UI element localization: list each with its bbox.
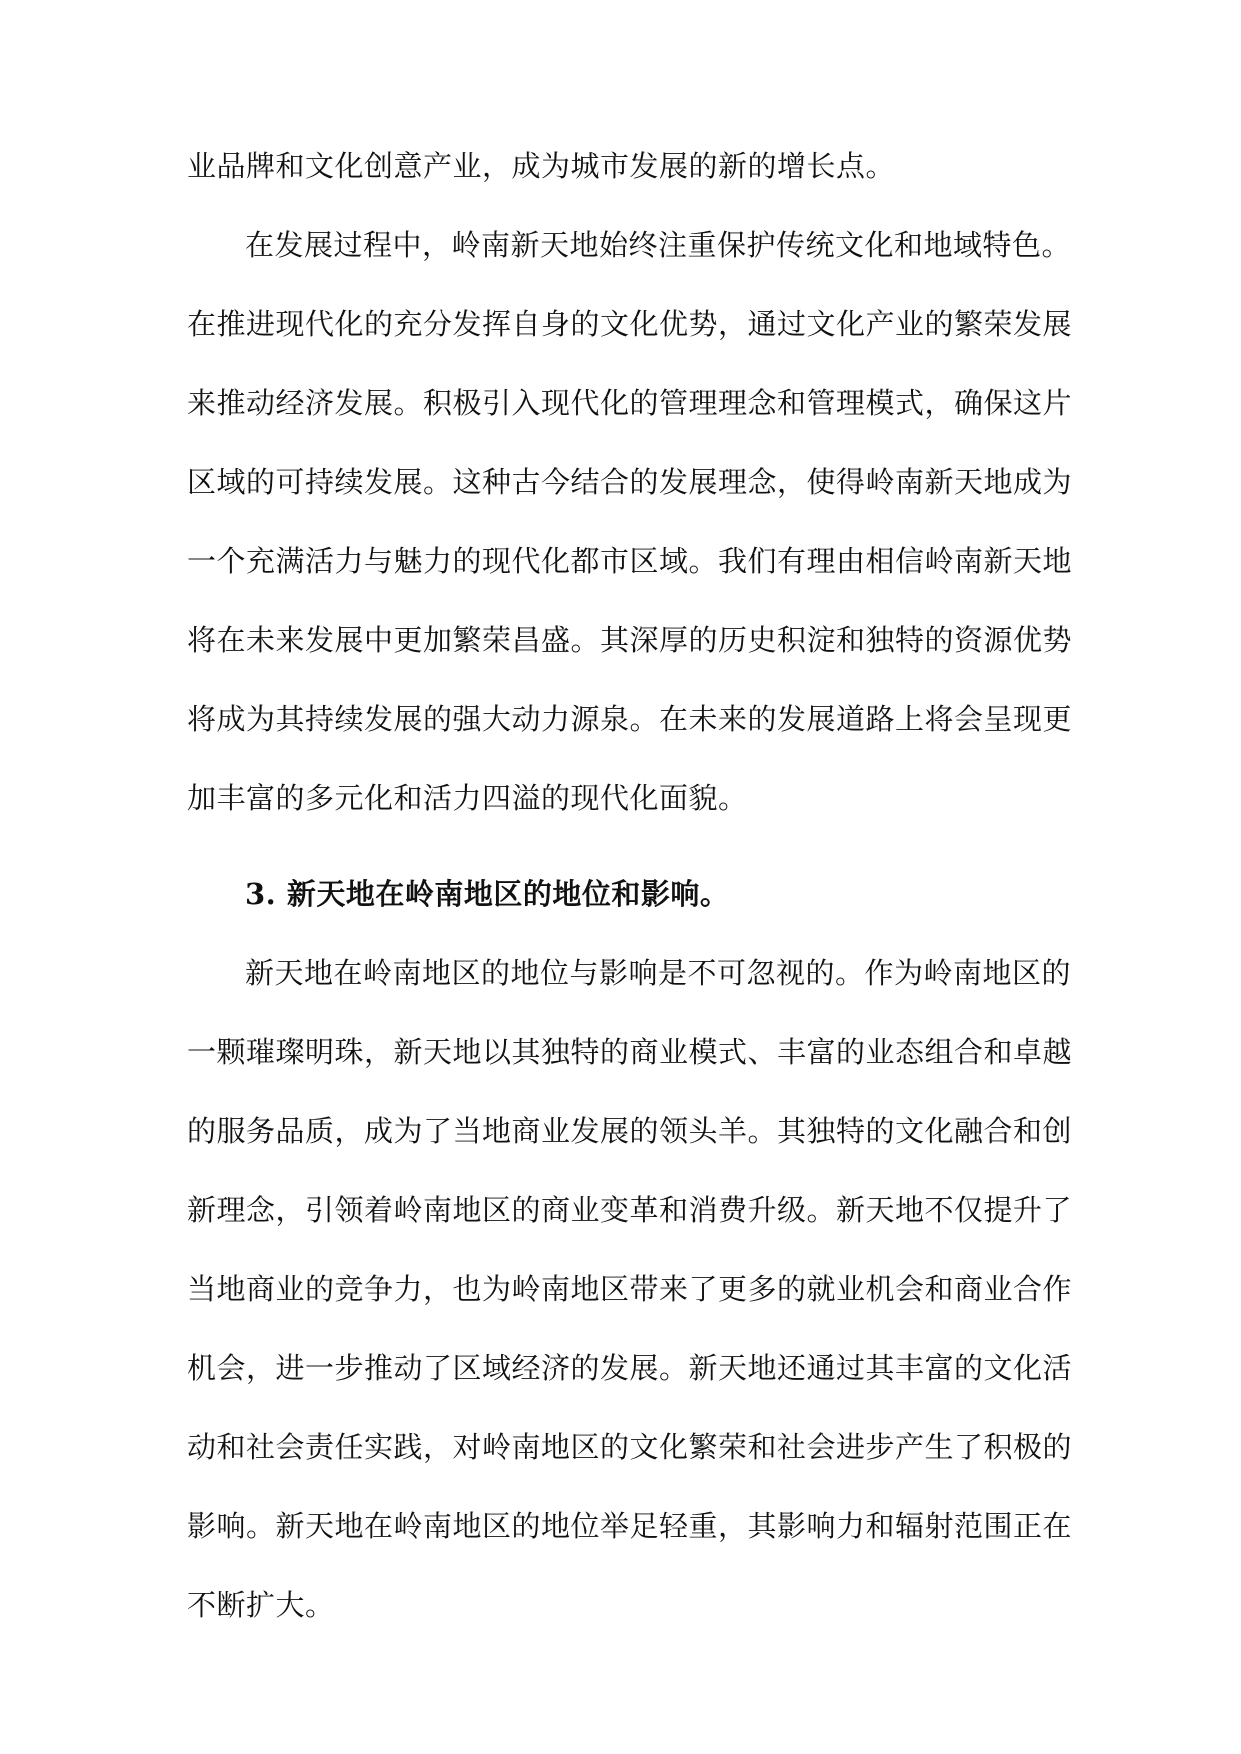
paragraph-line: 将在未来发展中更加繁荣昌盛。其深厚的历史积淀和独特的资源优势: [187, 623, 1073, 657]
paragraph-line: 当地商业的竞争力，也为岭南地区带来了更多的就业机会和商业合作: [187, 1272, 1073, 1306]
paragraph-line: 的服务品质，成为了当地商业发展的领头羊。其独特的文化融合和创: [187, 1114, 1073, 1148]
paragraph-line: 新天地在岭南地区的地位与影响是不可忽视的。作为岭南地区的: [245, 956, 1072, 990]
paragraph-line: 一个充满活力与魅力的现代化都市区域。我们有理由相信岭南新天地: [187, 544, 1073, 578]
section-heading: 3. 新天地在岭南地区的地位和影响。: [245, 877, 730, 911]
paragraph-line: 加丰富的多元化和活力四溢的现代化面貌。: [187, 781, 748, 815]
paragraph-line: 业品牌和文化创意产业，成为城市发展的新的增长点。: [187, 149, 896, 183]
paragraph-line: 新理念，引领着岭南地区的商业变革和消费升级。新天地不仅提升了: [187, 1193, 1073, 1227]
paragraph-line: 机会，进一步推动了区域经济的发展。新天地还通过其丰富的文化活: [187, 1351, 1073, 1385]
paragraph-line: 影响。新天地在岭南地区的地位举足轻重，其影响力和辐射范围正在: [187, 1509, 1073, 1543]
paragraph-line: 区域的可持续发展。这种古今结合的发展理念，使得岭南新天地成为: [187, 465, 1073, 499]
paragraph-line: 将成为其持续发展的强大动力源泉。在未来的发展道路上将会呈现更: [187, 702, 1073, 736]
paragraph-line: 动和社会责任实践，对岭南地区的文化繁荣和社会进步产生了积极的: [187, 1430, 1073, 1464]
paragraph-line: 在推进现代化的充分发挥自身的文化优势，通过文化产业的繁荣发展: [187, 307, 1073, 341]
paragraph-line: 来推动经济发展。积极引入现代化的管理理念和管理模式，确保这片: [187, 386, 1073, 420]
paragraph-line: 在发展过程中，岭南新天地始终注重保护传统文化和地域特色。: [245, 228, 1072, 262]
paragraph-line: 不断扩大。: [187, 1588, 335, 1622]
paragraph-line: 一颗璀璨明珠，新天地以其独特的商业模式、丰富的业态组合和卓越: [187, 1035, 1073, 1069]
